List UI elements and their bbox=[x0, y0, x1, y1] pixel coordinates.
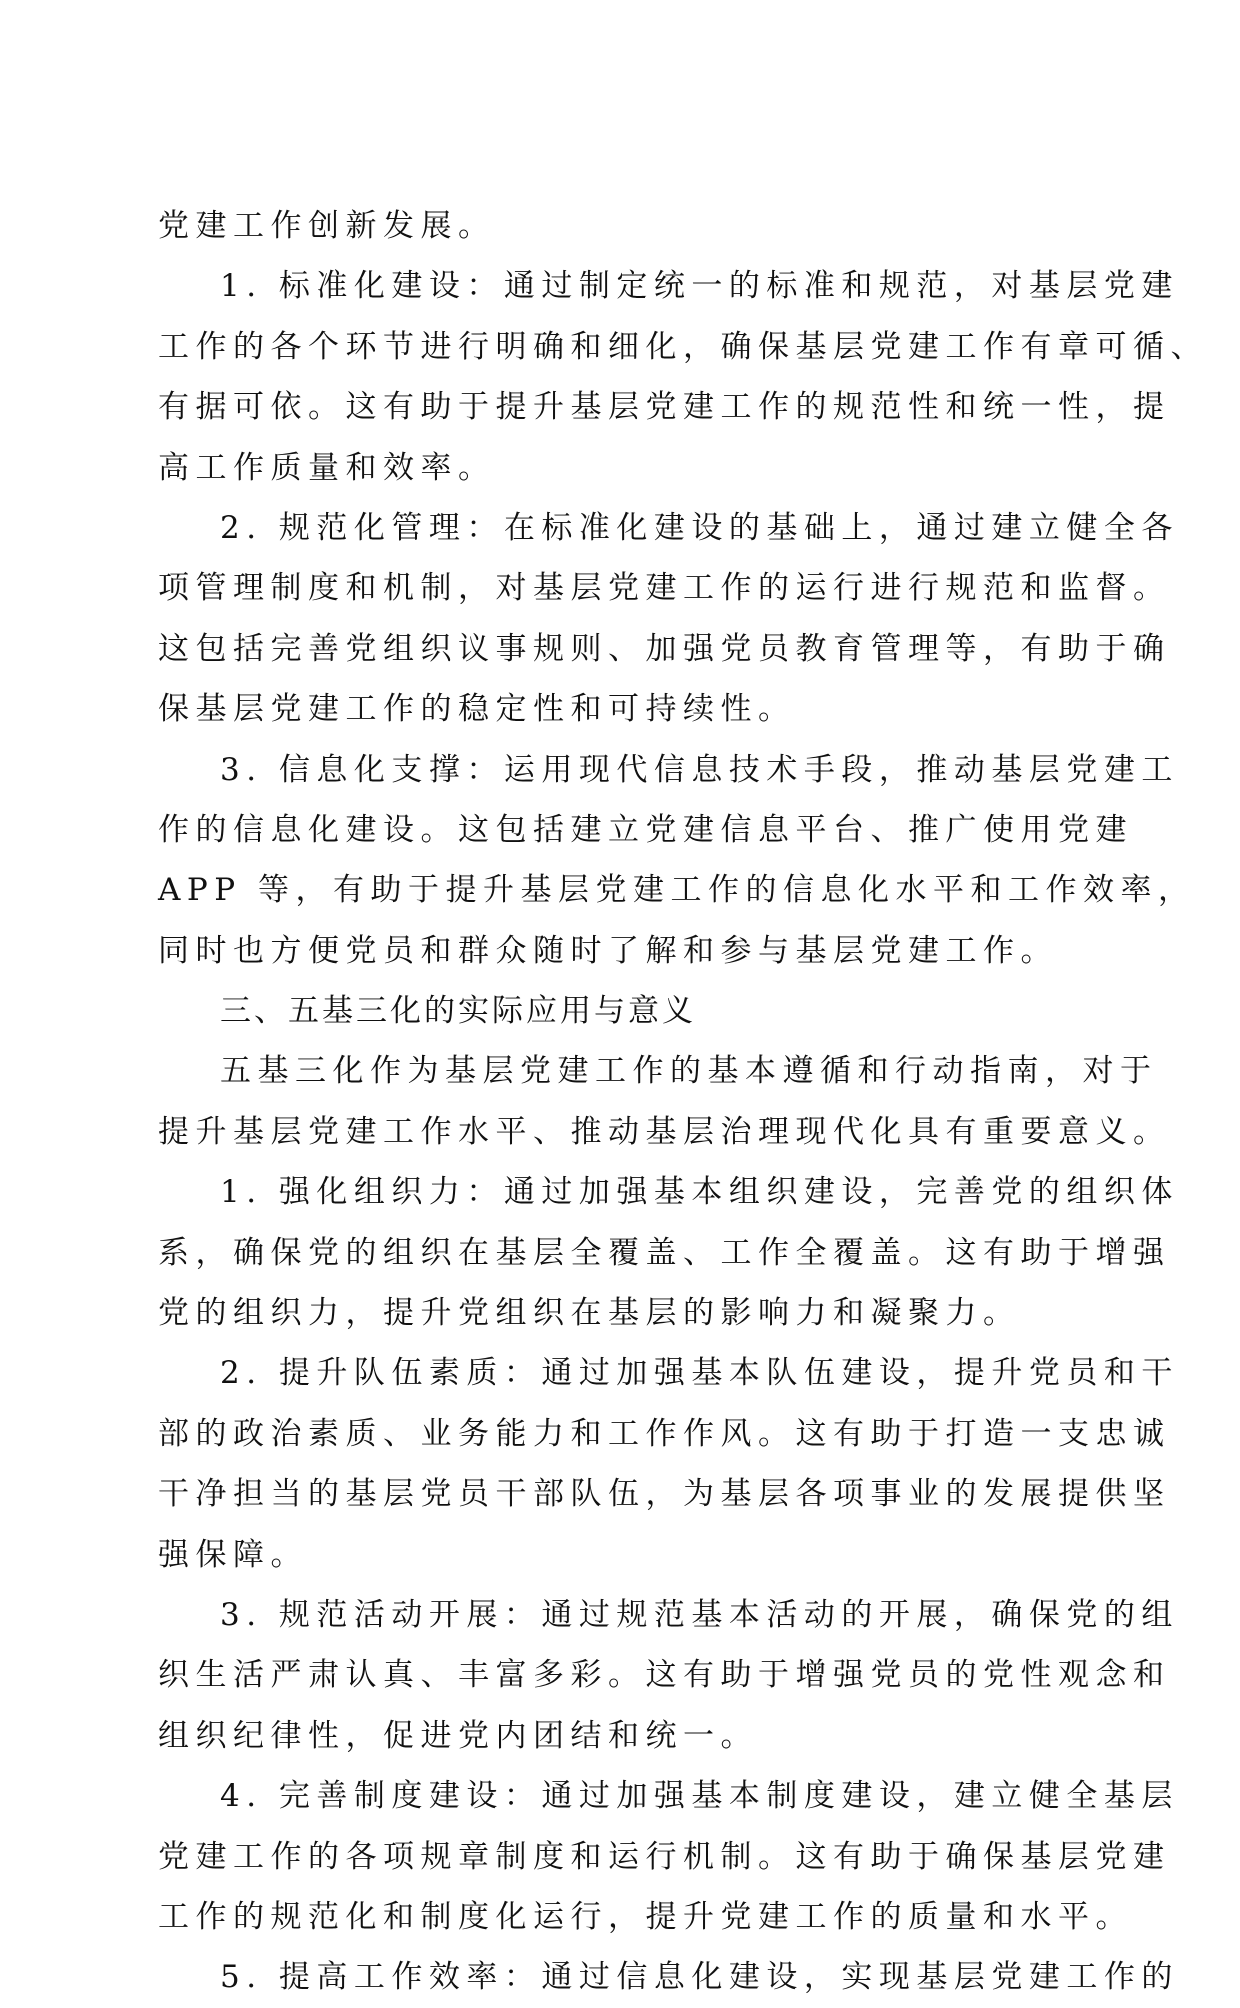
text-line: 有据可依。这有助于提升基层党建工作的规范性和统一性，提 bbox=[158, 389, 1171, 426]
section-heading: 三、五基三化的实际应用与意义 bbox=[220, 993, 696, 1030]
text-line: APP 等，有助于提升基层党建工作的信息化水平和工作效率， bbox=[158, 872, 1196, 909]
text-line: 3. 信息化支撑：运用现代信息技术手段，推动基层党建工 bbox=[220, 751, 1179, 788]
text-line: 五基三化作为基层党建工作的基本遵循和行动指南，对于 bbox=[220, 1053, 1158, 1090]
document-page bbox=[158, 196, 1208, 2008]
text-line: 作的信息化建设。这包括建立党建信息平台、推广使用党建 bbox=[158, 811, 1133, 848]
text-line: 组织纪律性，促进党内团结和统一。 bbox=[158, 1717, 758, 1754]
text-line: 党建工作的各项规章制度和运行机制。这有助于确保基层党建 bbox=[158, 1838, 1171, 1875]
text-line: 部的政治素质、业务能力和工作作风。这有助于打造一支忠诚 bbox=[158, 1415, 1171, 1452]
text-line: 提升基层党建工作水平、推动基层治理现代化具有重要意义。 bbox=[158, 1113, 1171, 1150]
text-line: 同时也方便党员和群众随时了解和参与基层党建工作。 bbox=[158, 932, 1058, 969]
text-line: 5. 提高工作效率：通过信息化建设，实现基层党建工作的 bbox=[220, 1959, 1179, 1996]
text-line: 工作的规范化和制度化运行，提升党建工作的质量和水平。 bbox=[158, 1898, 1133, 1935]
text-line: 这包括完善党组织议事规则、加强党员教育管理等，有助于确 bbox=[158, 630, 1171, 667]
text-line: 强保障。 bbox=[158, 1536, 308, 1573]
text-line: 保基层党建工作的稳定性和可持续性。 bbox=[158, 691, 796, 728]
text-line: 高工作质量和效率。 bbox=[158, 449, 496, 486]
text-line: 织生活严肃认真、丰富多彩。这有助于增强党员的党性观念和 bbox=[158, 1657, 1171, 1694]
text-line: 1. 标准化建设：通过制定统一的标准和规范，对基层党建 bbox=[220, 268, 1179, 305]
text-line: 4. 完善制度建设：通过加强基本制度建设，建立健全基层 bbox=[220, 1778, 1179, 1815]
text-line: 干净担当的基层党员干部队伍，为基层各项事业的发展提供坚 bbox=[158, 1476, 1171, 1513]
text-line: 工作的各个环节进行明确和细化，确保基层党建工作有章可循、 bbox=[158, 328, 1208, 365]
text-line: 党的组织力，提升党组织在基层的影响力和凝聚力。 bbox=[158, 1295, 1021, 1332]
text-line: 1. 强化组织力：通过加强基本组织建设，完善党的组织体 bbox=[220, 1174, 1179, 1211]
text-line: 党建工作创新发展。 bbox=[158, 208, 496, 244]
text-line: 项管理制度和机制，对基层党建工作的运行进行规范和监督。 bbox=[158, 570, 1171, 607]
text-line: 2. 规范化管理：在标准化建设的基础上，通过建立健全各 bbox=[220, 509, 1179, 546]
text-line: 3. 规范活动开展：通过规范基本活动的开展，确保党的组 bbox=[220, 1596, 1179, 1633]
text-line: 系，确保党的组织在基层全覆盖、工作全覆盖。这有助于增强 bbox=[158, 1234, 1171, 1271]
text-line: 2. 提升队伍素质：通过加强基本队伍建设，提升党员和干 bbox=[220, 1355, 1179, 1392]
